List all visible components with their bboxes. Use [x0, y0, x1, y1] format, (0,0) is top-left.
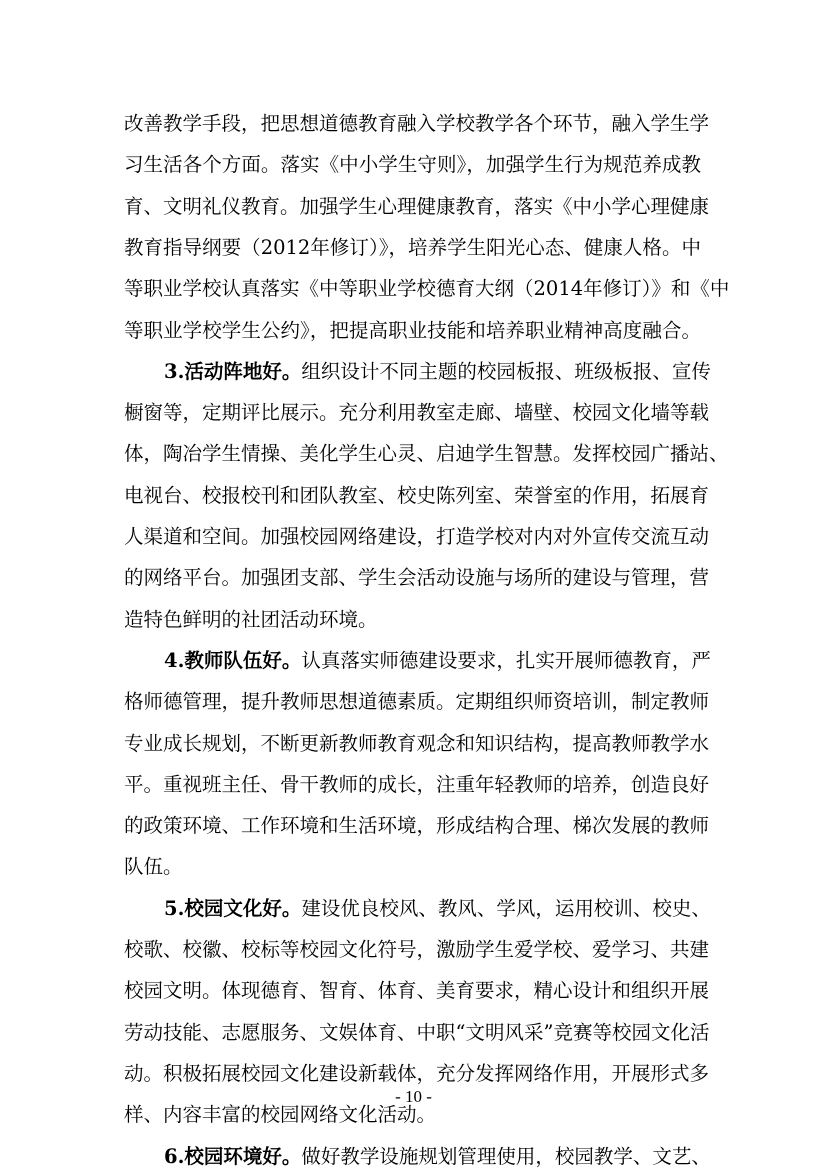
paragraph-line: 的政策环境、工作环境和生活环境，形成结构合理、梯次发展的教师	[124, 814, 710, 838]
paragraph-line: 队伍。	[124, 855, 183, 879]
section-6-heading: 6.校园环境好。	[164, 1144, 302, 1168]
section-4-first-line	[164, 648, 711, 674]
paragraph-line: 的网络平台。加强团支部、学生会活动设施与场所的建设与管理，营	[124, 566, 710, 590]
paragraph-line: 专业成长规划，不断更新教师教育观念和知识结构，提高教师教学水	[124, 731, 710, 755]
section-4-first-line-text: 认真落实师德建设要求，扎实开展师德教育，严	[301, 648, 711, 672]
paragraph-line: 体，陶冶学生情操、美化学生心灵、启迪学生智慧。发挥校园广播站、	[124, 442, 729, 466]
paragraph-line: 电视台、校报校刊和团队教室、校史陈列室、荣誉室的作用，拓展育	[124, 483, 710, 507]
paragraph-line: 平。重视班主任、骨干教师的成长，注重年轻教师的培养，创造良好	[124, 772, 710, 796]
section-3-first-line	[164, 359, 711, 385]
paragraph-line: 劳动技能、志愿服务、文娱体育、中职“文明风采”竞赛等校园文化活	[124, 1020, 710, 1044]
paragraph-line: 造特色鲜明的社团活动环境。	[124, 607, 378, 631]
section-4-heading: 4.教师队伍好。	[164, 648, 302, 672]
page-number: - 10 -	[395, 1087, 432, 1106]
section-3-heading: 3.活动阵地好。	[164, 359, 302, 383]
section-3-first-line-text: 组织设计不同主题的校园板报、班级板报、宣传	[301, 359, 711, 383]
paragraph-line: 改善教学手段，把思想道德教育融入学校教学各个环节，融入学生学	[124, 112, 710, 135]
paragraph-line: 格师德管理，提升教师思想道德素质。定期组织师资培训，制定教师	[124, 690, 710, 714]
paragraph-line: 等职业学校认真落实《中等职业学校德育大纲（2014年修订）》和《中	[124, 277, 730, 301]
paragraph-line: 校歌、校徽、校标等校园文化符号，激励学生爱学校、爱学习、共建	[124, 938, 710, 961]
section-5-first-line	[164, 896, 711, 922]
paragraph-line: 橱窗等，定期评比展示。充分利用教室走廊、墙壁、校园文化墙等载	[124, 401, 710, 425]
section-6-first-line-text: 做好教学设施规划管理使用，校园教学、文艺、	[301, 1144, 711, 1168]
paragraph-line: 等职业学校学生公约》，把提高职业技能和培养职业精神高度融合。	[124, 318, 701, 342]
paragraph-line: 育、文明礼仪教育。加强学生心理健康教育，落实《中小学心理健康	[124, 194, 710, 218]
paragraph-line: 习生活各个方面。落实《中小学生守则》，加强学生行为规范养成教	[124, 153, 701, 177]
section-5-heading: 5.校园文化好。	[164, 896, 302, 920]
paragraph-line: 样、内容丰富的校园网络文化活动。	[124, 1103, 437, 1127]
paragraph-line: 校园文明。体现德育、智育、体育、美育要求，精心设计和组织开展	[124, 979, 710, 1003]
paragraph-line: 人渠道和空间。加强校园网络建设，打造学校对内对外宣传交流互动	[124, 525, 710, 548]
paragraph-line: 教育指导纲要（2012年修订）》，培养学生阳光心态、健康人格。中	[124, 235, 701, 259]
section-5-first-line-text: 建设优良校风、教风、学风，运用校训、校史、	[301, 896, 711, 920]
section-6-first-line	[164, 1144, 711, 1170]
paragraph-line: 动。积极拓展校园文化建设新载体，充分发挥网络作用，开展形式多	[124, 1061, 710, 1085]
